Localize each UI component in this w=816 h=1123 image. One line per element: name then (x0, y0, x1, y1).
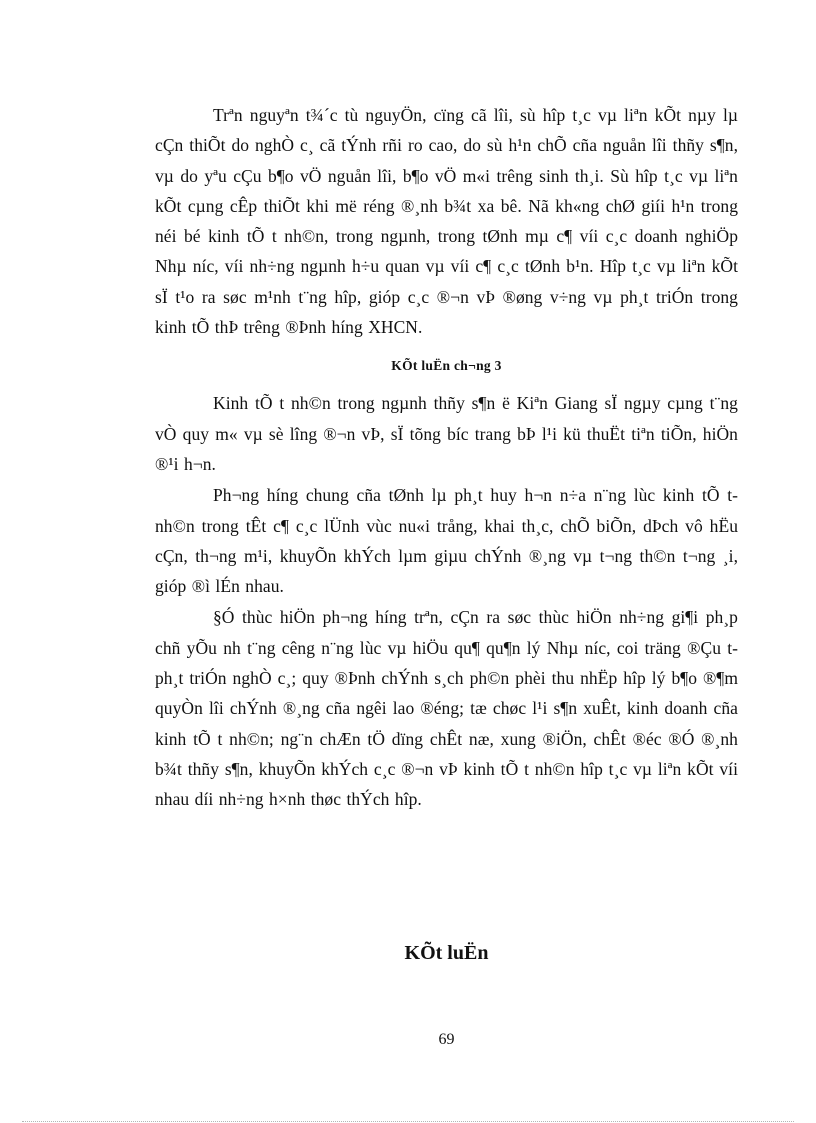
paragraph-solutions: §Ó thùc hiÖn ph¬ng híng trªn, cÇn ra søc thùc hiÖn nh÷ng gi¶i ph¸p chñ yÕu nh t¨ng cêng n¨ng lùc vµ hiÖu qu¶ qu¶n lý Nhµ níc, coi träng ®Çu t ph¸t triÓn nghÒ c¸; quy ®Þnh chÝnh s¸ch ph©n phèi thu nhËp hîp lý b¶o ®¶m quyÒn lîi chÝnh ®¸ng cña ngêi lao ®éng; tæ chøc l¹i s¶n xuÊt, kinh doanh cña kinh tÕ t nh©n; ng¨n chÆn tÖ dïng chÊt næ, xung ®iÖn, chÊt ®éc ®Ó ®¸nh b¾t thñy s¶n, khuyÕn khÝch c¸c ®¬n vÞ kinh tÕ t nh©n hîp t¸c vµ liªn kÕt víi nhau díi nh÷ng h×nh thøc thÝch hîp. (155, 607, 738, 810)
paragraph-direction: Ph¬ng híng chung cña tØnh lµ ph¸t huy h¬n n÷a n¨ng lùc kinh tÕ t nh©n trong tÊt c¶ c¸c lÜnh vùc nu«i trång, khai th¸c, chÕ biÕn, dÞch vô hËu cÇn, th¬ng m¹i, khuyÕn khÝch lµm giµu chÝnh ®¸ng vµ t¬ng th©n t¬ng ¸i, gióp ®ì lÉn nhau. (155, 485, 738, 597)
section-heading: KÕt luËn ch¬ng 3 (391, 358, 502, 374)
paragraph-growth: Kinh tÕ t nh©n trong ngµnh thñy s¶n ë Kiªn Giang sÏ ngµy cµng t¨ng vÒ quy m« vµ sè lîng ®¬n vÞ, sÏ tõng bíc trang bÞ l¹i kü thuËt tiªn tiÕn, hiÖn ®¹i h¬n. (155, 393, 738, 474)
body-text (155, 100, 738, 815)
paragraph-cooperation: Trªn nguyªn t¾´c tù nguyÖn, cïng cã lîi, sù hîp t¸c vµ liªn kÕt nµy lµ cÇn thiÕt do nghÒ c¸ cã tÝnh rñi ro cao, do sù h¹n chÕ cña nguån lîi thñy s¶n, vµ do yªu cÇu b¶o vÖ nguån lîi, b¶o vÖ m«i trêng sinh th¸i. Sù hîp t¸c vµ liªn kÕt cµng cÊp thiÕt khi më réng ®¸nh b¾t xa bê. Nã kh«ng chØ giíi h¹n trong néi bé kinh tÕ t nh©n, trong ngµnh, trong tØnh mµ c¶ víi c¸c doanh nghiÖp Nhµ níc, víi nh÷ng ngµnh h÷u quan vµ víi c¶ c¸c tØnh b¹n. Hîp t¸c vµ liªn kÕt sÏ t¹o ra søc m¹nh t¨ng hîp, gióp c¸c ®¬n vÞ ®øng v÷ng vµ ph¸t triÓn trong kinh tÕ thÞ trêng ®Þnh híng XHCN. (155, 105, 738, 338)
page-bottom-divider (22, 1121, 794, 1122)
chapter-title: KÕt luËn (404, 942, 489, 964)
page-number: 69 (438, 1031, 455, 1048)
